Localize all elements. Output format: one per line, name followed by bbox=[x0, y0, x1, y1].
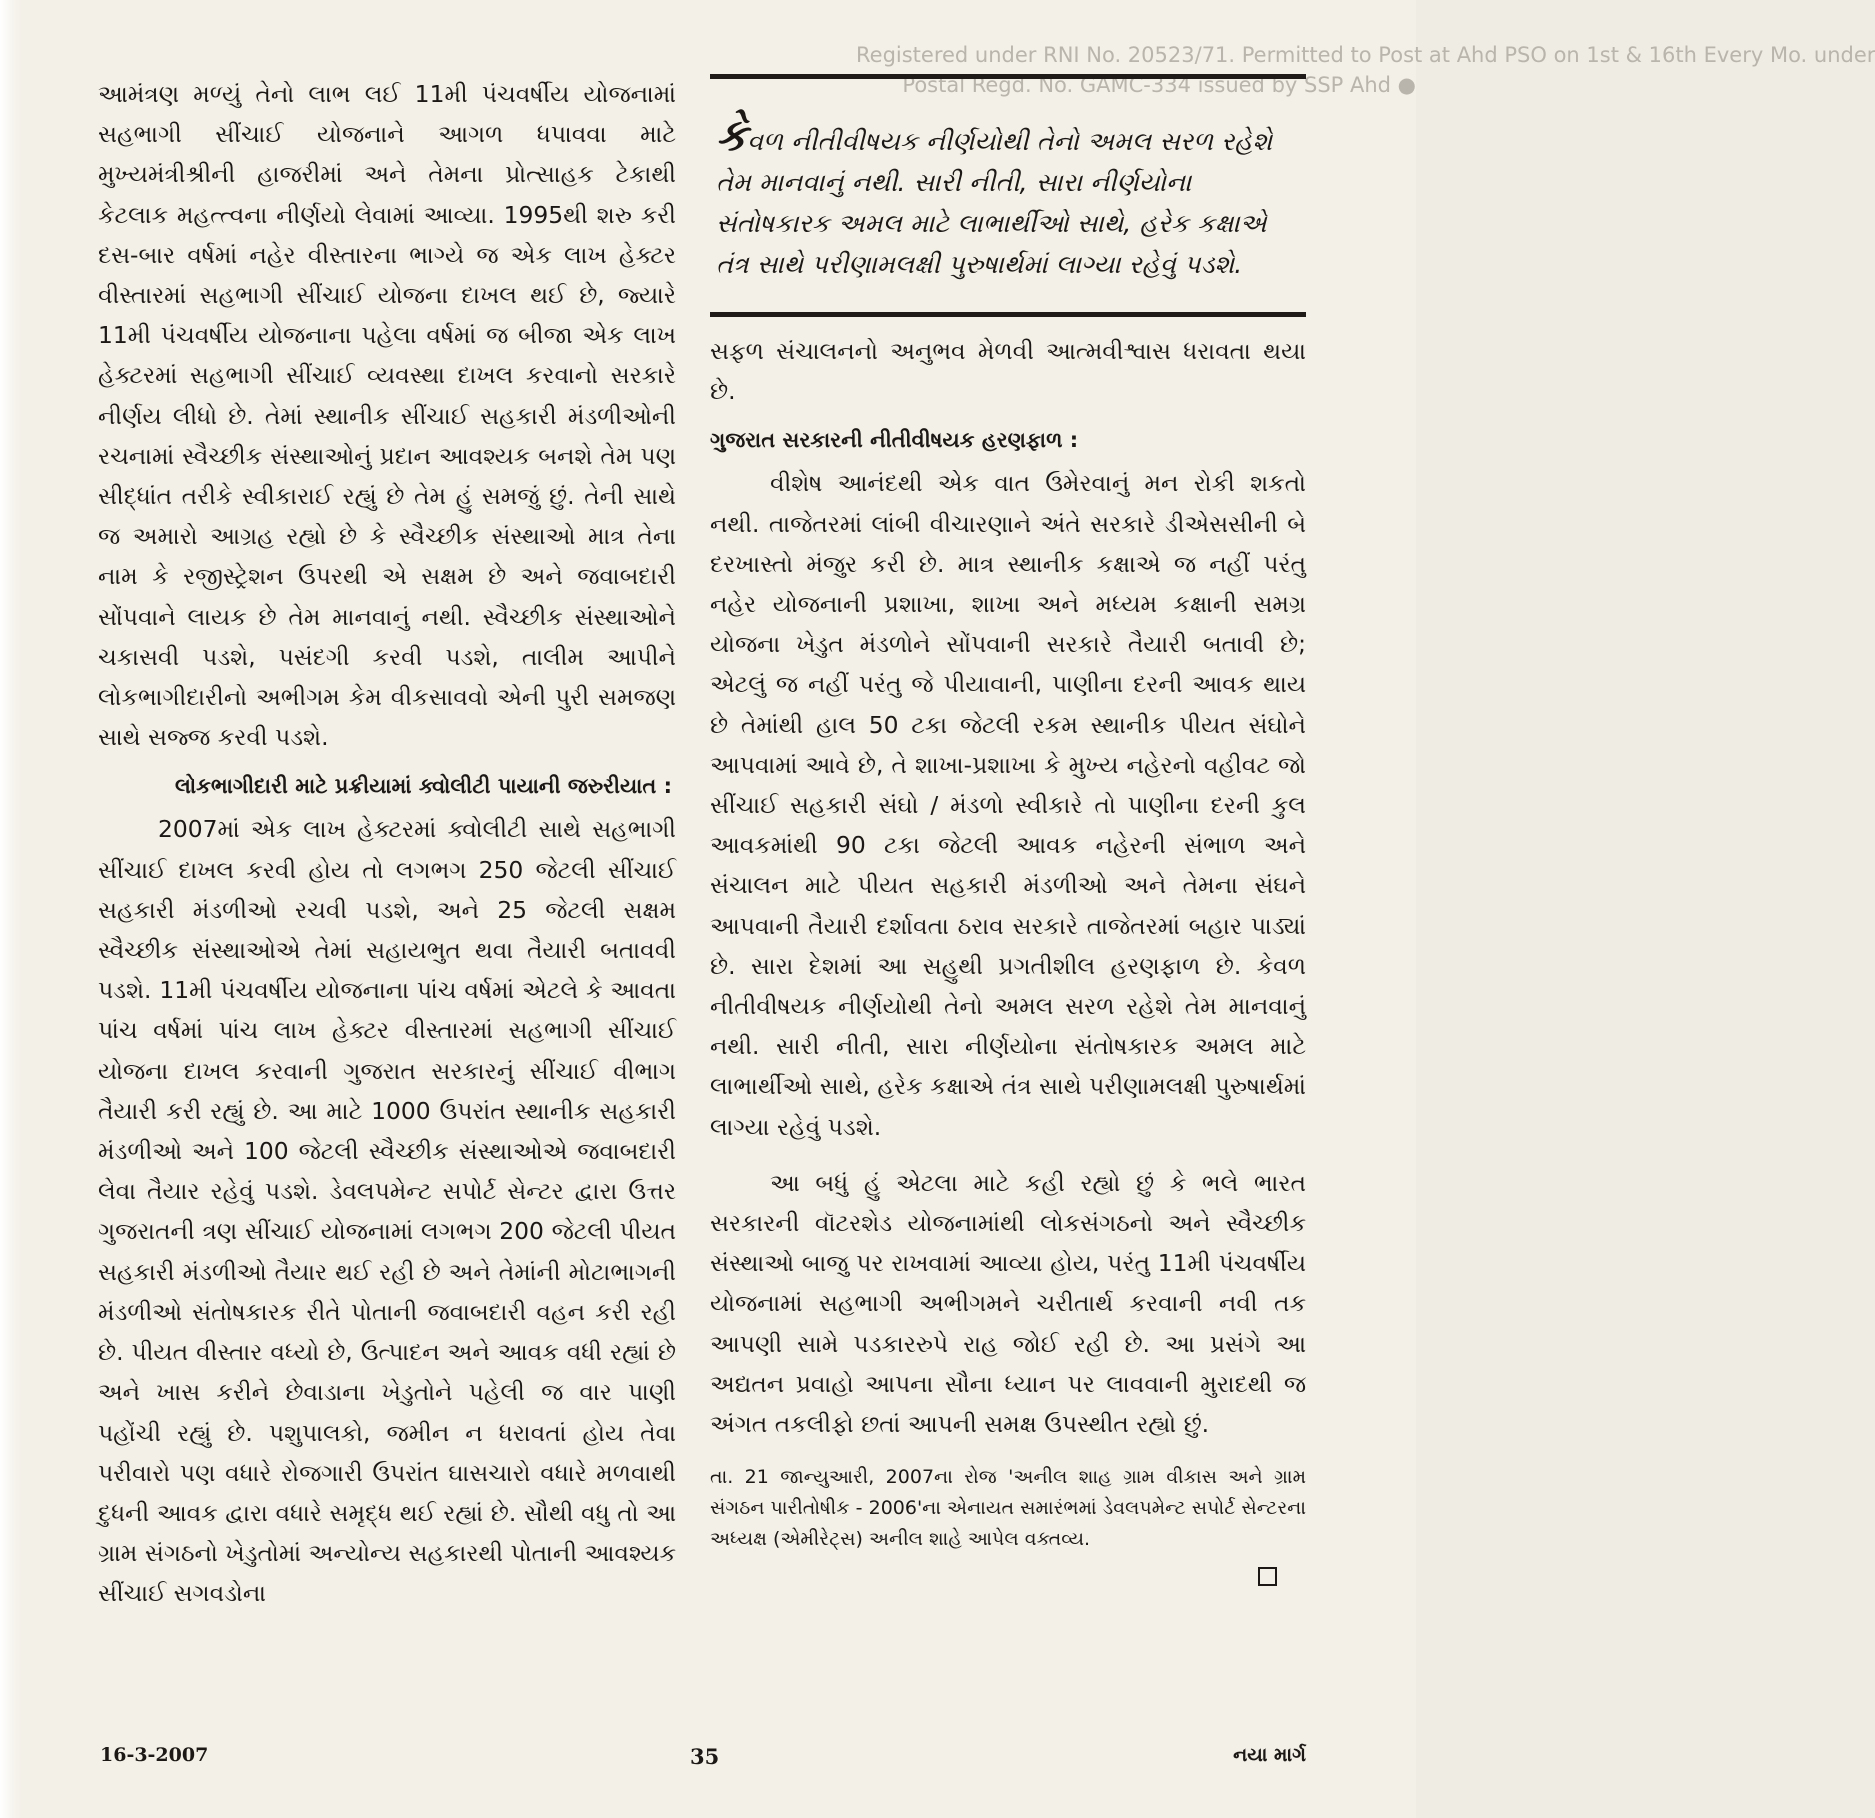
left-subheading: લોકભાગીદારી માટે પ્રક્રીયામાં ક્વોલીટી પાયાની જરુરીયાત : bbox=[174, 774, 672, 799]
page-footer bbox=[100, 1744, 1306, 1774]
end-of-article-icon bbox=[1258, 1567, 1277, 1586]
right-subheading: ગુજરાત સરકારની નીતીવીષયક હરણફાળ : bbox=[710, 428, 1079, 453]
torn-edge bbox=[0, 0, 22, 1818]
pull-quote-dropcap: કે bbox=[716, 110, 748, 161]
page-number: 35 bbox=[690, 1744, 720, 1769]
magazine-name: નયા માર્ગ bbox=[1233, 1744, 1306, 1766]
paragraph-spacer bbox=[710, 1147, 1306, 1163]
issue-date: 16-3-2007 bbox=[100, 1744, 209, 1766]
pull-quote-body: વળ નીતીવીષયક નીર્ણયોથી તેનો અમલ સરળ રહેશે તેમ માનવાનું નથી. સારી નીતી, સારા નીર્ણયોના સંતોષકારક અમલ માટે લાભાર્થીઓ સાથે, હરેક કક્ષાએ તંત્ર સાથે પરીણામલક્ષી પુરુષાર્થમાં લાગ્યા રહેવું પડશે. bbox=[716, 127, 1273, 280]
right-paragraph-3: આ બધું હું એટલા માટે કહી રહ્યો છું કે ભલે ભારત સરકારની વૉટરશેડ યોજનામાંથી લોકસંગઠનો અને સ્વૈચ્છીક સંસ્થાઓ બાજુ પર રાખવામાં આવ્યા હોય, પરંતુ 11મી પંચવર્ષીય યોજનામાં સહભાગી અભીગમને ચરીતાર્થ કરવાની નવી તક આપણી સામે પડકારરુપે રાહ જોઈ રહી છે. આ પ્રસંગે આ અદ્યતન પ્રવાહો આપના સૌના ધ્યાન પર લાવવાની મુરાદથી જ અંગત તકલીફો છતાં આપની સમક્ષ ઉપસ્થીત રહ્યો છું. bbox=[710, 1168, 1306, 1439]
left-paragraph-1: આમંત્રણ મળ્યું તેનો લાભ લઈ 11મી પંચવર્ષીય યોજનામાં સહભાગી સીંચાઈ યોજનાને આગળ ધપાવવા માટે મુખ્યમંત્રીશ્રીની હાજરીમાં અને તેમના પ્રોત્સાહક ટેકાથી કેટલાક મહત્ત્વના નીર્ણયો લેવામાં આવ્યા. 1995થી શરુ કરી દસ-બાર વર્ષમાં નહેર વીસ્તારના ભાગ્યે જ એક લાખ હેક્ટર વીસ્તારમાં સહભાગી સીંચાઈ યોજના દાખલ થઈ છે, જ્યારે 11મી પંચવર્ષીય યોજનાના પહેલા વર્ષમાં જ બીજા એક લાખ હેક્ટરમાં સહભાગી સીંચાઈ વ્યવસ્થા દાખલ કરવાનો સરકારે નીર્ણય લીધો છે. તેમાં સ્થાનીક સીંચાઈ સહકારી મંડળીઓની રચનામાં સ્વૈચ્છીક સંસ્થાઓનું પ્રદાન આવશ્યક બનશે તેમ પણ સીદ્ધાંત તરીકે સ્વીકારાઈ રહ્યું છે તેમ હું સમજું છું. તેની સાથે જ અમારો આગ્રહ રહ્યો છે કે સ્વૈચ્છીક સંસ્થાઓ માત્ર તેના નામ કે રજીસ્ટ્રેશન ઉપરથી એ સક્ષમ છે અને જવાબદારી સોંપવાને લાયક છે તેમ માનવાનું નથી. સ્વૈચ્છીક સંસ્થાઓને ચકાસવી પડશે, પસંદગી કરવી પડશે, તાલીમ આપીને લોકભાગીદારીનો અભીગમ કેમ વીકસાવવો એની પુરી સમજણ સાથે સજ્જ કરવી પડશે. bbox=[98, 80, 676, 752]
show-through-line-1: Registered under RNI No. 20523/71. Permitted to Post at Ahd PSO on 1st & 16th Every Mo. under bbox=[856, 43, 1875, 67]
left-column bbox=[98, 74, 676, 1614]
right-paragraph-2: વીશેષ આનંદથી એક વાત ઉમેરવાનું મન રોકી શકતો નથી. તાજેતરમાં લાંબી વીચારણાને અંતે સરકારે ડીએસસીની બે દરખાસ્તો મંજુર કરી છે. માત્ર સ્થાનીક કક્ષાએ જ નહીં પરંતુ નહેર યોજનાની પ્રશાખા, શાખા અને મધ્યમ કક્ષાની સમગ્ર યોજના ખેડુત મંડળોને સોંપવાની સરકારે તૈયારી બતાવી છે; એટલું જ નહીં પરંતુ જે પીયાવાની, પાણીના દરની આવક થાય છે તેમાંથી હાલ 50 ટકા જેટલી રકમ સ્થાનીક પીયત સંઘોને આપવામાં આવે છે, તે શાખા-પ્રશાખા કે મુખ્ય નહેરનો વહીવટ જો સીંચાઈ સહકારી સંઘો / મંડળો સ્વીકારે તો પાણીના દરની કુલ આવકમાંથી 90 ટકા જેટલી આવક નહેરની સંભાળ અને સંચાલન માટે પીયત સહકારી મંડળીઓ અને તેમના સંઘને આપવાની તૈયારી દર્શાવતા ઠરાવ સરકારે તાજેતરમાં બહાર પાડ્યાં છે. સારા દેશમાં આ સહુથી પ્રગતીશીલ હરણફાળ છે. કેવળ નીતીવીષયક નીર્ણયોથી તેનો અમલ સરળ રહેશે તેમ માનવાનું નથી. સારી નીતી, સારા નીર્ણયોના સંતોષકારક અમલ માટે લાભાર્થીઓ સાથે, હરેક કક્ષાએ તંત્ર સાથે પરીણામલક્ષી પુરુષાર્થમાં લાગ્યા રહેવું પડશે. bbox=[710, 469, 1306, 1141]
speech-footnote: તા. 21 જાન્યુઆરી, 2007ના રોજ 'અનીલ શાહ ગ્રામ વીકાસ અને ગ્રામ સંગઠન પારીતોષીક - 2006'ના એનાયત સમારંભમાં ડેવલપમેન્ટ સપોર્ટ સેન્ટરના અધ્યક્ષ (એમીરેટ્સ) અનીલ શાહે આપેલ વક્તવ્ય. bbox=[710, 1466, 1306, 1551]
left-paragraph-2: 2007માં એક લાખ હેક્ટરમાં ક્વોલીટી સાથે સહભાગી સીંચાઈ દાખલ કરવી હોય તો લગભગ 250 જેટલી સીંચાઈ સહકારી મંડળીઓ રચવી પડશે, અને 25 જેટલી સક્ષમ સ્વૈચ્છીક સંસ્થાઓએ તેમાં સહાયભુત થવા તૈયારી બતાવવી પડશે. 11મી પંચવર્ષીય યોજનાના પાંચ વર્ષમાં એટલે કે આવતા પાંચ વર્ષમાં પાંચ લાખ હેક્ટર વીસ્તારમાં સહભાગી સીંચાઈ યોજના દાખલ કરવાની ગુજરાત સરકારનું સીંચાઈ વીભાગ તૈયારી કરી રહ્યું છે. આ માટે 1000 ઉપરાંત સ્થાનીક સહકારી મંડળીઓ અને 100 જેટલી સ્વૈચ્છીક સંસ્થાઓએ જવાબદારી લેવા તૈયાર રહેવું પડશે. ડેવલપમેન્ટ સપોર્ટ સેન્ટર દ્વારા ઉત્તર ગુજરાતની ત્રણ સીંચાઈ યોજનામાં લગભગ 200 જેટલી પીયત સહકારી મંડળીઓ તૈયાર થઈ રહી છે અને તેમાંની મોટાભાગની મંડળીઓ સંતોષકારક રીતે પોતાની જવાબદારી વહન કરી રહી છે. પીયત વીસ્તાર વધ્યો છે, ઉત્પાદન અને આવક વધી રહ્યાં છે અને ખાસ કરીને છેવાડાના ખેડુતોને પહેલી જ વાર પાણી પહોંચી રહ્યું છે. પશુપાલકો, જમીન ન ધરાવતાં હોય તેવા પરીવારો પણ વધારે રોજગારી ઉપરાંત ઘાસચારો વધારે મળવાથી દુધની આવક દ્વારા વધારે સમૃદ્ધ થઈ રહ્યાં છે. સૌથી વધુ તો આ ગ્રામ સંગઠનો ખેડુતોમાં અન્યોન્ય સહકારથી પોતાની આવશ્યક સીંચાઈ સગવડોના bbox=[98, 815, 676, 1608]
right-paragraph-1: સફળ સંચાલનનો અનુભવ મેળવી આત્મવીશ્વાસ ધરાવતા થયા છે. bbox=[710, 337, 1306, 406]
right-column bbox=[710, 70, 1306, 1586]
pull-quote-text bbox=[716, 110, 1300, 286]
show-through-line-2: Postal Regd. No. GAMC-334 issued by SSP Ahd ● bbox=[902, 73, 1416, 97]
pull-quote bbox=[710, 74, 1306, 317]
